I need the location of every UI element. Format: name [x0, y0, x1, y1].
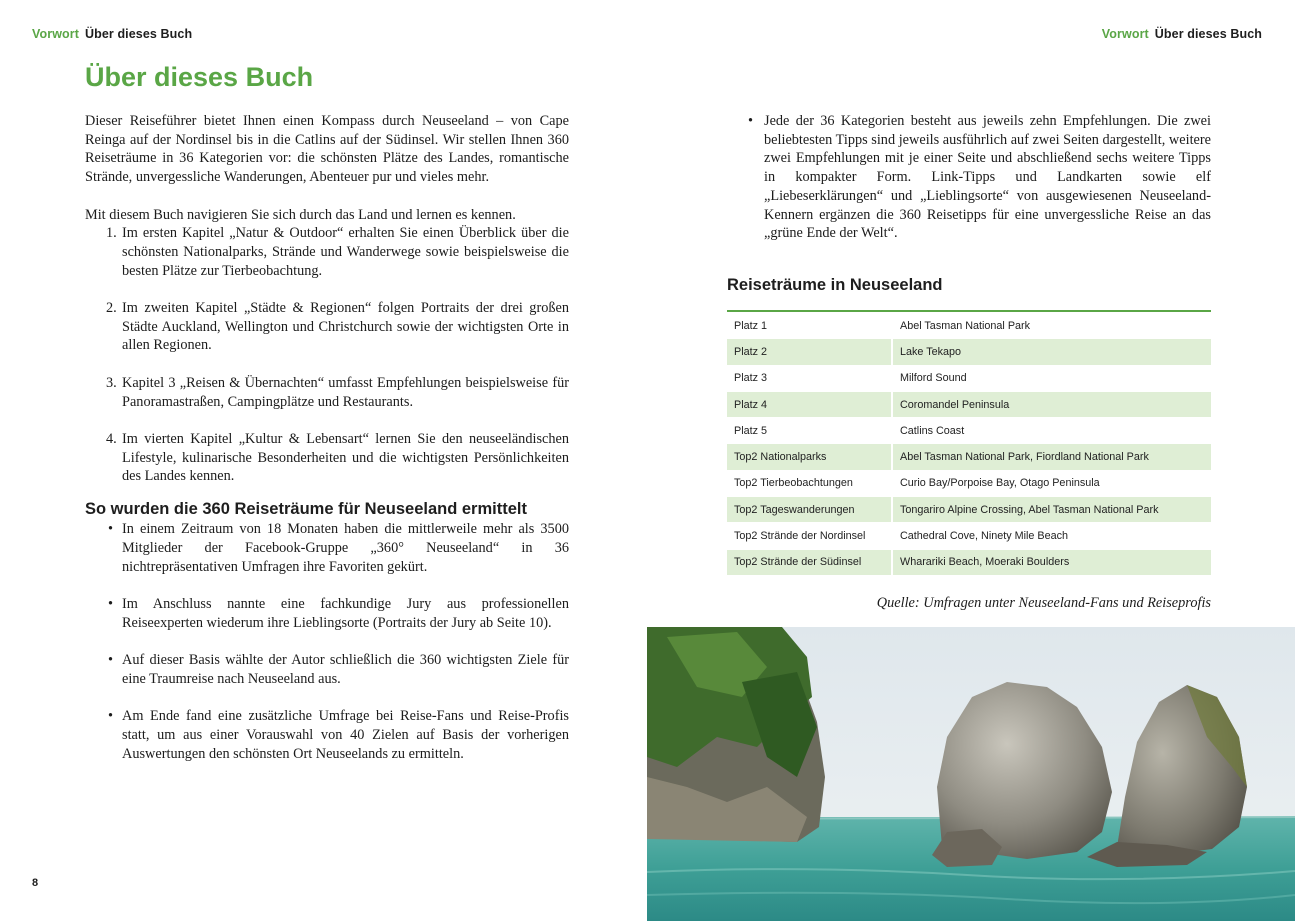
list-item [85, 520, 569, 576]
table-cell-label: Top2 Tierbeobachtungen [727, 471, 893, 497]
table-row [727, 339, 1211, 365]
table-row [727, 392, 1211, 418]
list-item [85, 374, 569, 411]
table-source-caption: Quelle: Umfragen unter Neuseeland-Fans und Reiseprofis [876, 595, 1211, 611]
table-cell-label: Top2 Nationalparks [727, 444, 893, 470]
list-number: 1. [106, 225, 117, 242]
list-item-text: In einem Zeitraum von 18 Monaten haben die mittlerweile mehr als 3500 Mitglieder der Facebook-Gruppe „360° Neuseeland“ in 36 nichtrepräsentativen Umfragen ihre Favoriten gekürt. [122, 521, 569, 575]
bullet-icon: • [108, 652, 114, 669]
intro-paragraph: Dieser Reiseführer bietet Ihnen einen Kompass durch Neuseeland – von Cape Reinga auf der Nordinsel bis in die Catlins auf der Südinsel. Wir stellen Ihnen 360 Reiseträume in 36 Kategorien vor: die schönsten Plätze des Landes, romantische Strände, unvergessliche Wanderungen, Abenteuer pur und vieles mehr. [85, 113, 569, 186]
photo-illustration [647, 627, 1295, 921]
table-cell-value: Abel Tasman National Park, Fiordland National Park [893, 444, 1211, 470]
table-row [727, 497, 1211, 523]
table-cell-value: Wharariki Beach, Moeraki Boulders [893, 550, 1211, 576]
table-cell-value: Curio Bay/Porpoise Bay, Otago Peninsula [893, 471, 1211, 497]
running-header-right [1102, 27, 1262, 41]
list-item-text: Jede der 36 Kategorien besteht aus jeweils zehn Empfehlungen. Die zwei beliebtesten Tipps sind jeweils ausführlich auf zwei Seiten dargestellt, weitere zwei Empfehlungen mit je einer Seite und abschließend sechs weitere Tipps in kompakter Form. Link-Tipps und Landkarten sowie elf „Liebeserklärungen“ und „Lieblingsorte“ von ausgewiesenen Neuseeland-Kennern ergänzen die 360 Reisetipps für eine unvergessliche Reise an das „grüne Ende der Welt“. [764, 113, 1211, 242]
table-cell-value: Tongariro Alpine Crossing, Abel Tasman National Park [893, 497, 1211, 523]
split-apple-rock-photo [647, 627, 1295, 921]
header-title: Über dieses Buch [1154, 27, 1262, 41]
bullet-icon: • [108, 521, 114, 538]
header-title: Über dieses Buch [85, 27, 193, 41]
table-row [727, 523, 1211, 549]
table-cell-label: Top2 Tageswanderungen [727, 497, 893, 523]
table-cell-label: Platz 5 [727, 418, 893, 444]
page-title: Über dieses Buch [85, 62, 314, 92]
table-cell-label: Top2 Strände der Nordinsel [727, 523, 893, 549]
header-section: Vorwort [32, 27, 79, 41]
table-cell-value: Milford Sound [893, 366, 1211, 392]
intro-paragraph: Mit diesem Buch navigieren Sie sich durch das Land und lernen es kennen. [85, 206, 516, 223]
list-item [85, 430, 569, 486]
header-section: Vorwort [1101, 27, 1149, 41]
table-row [727, 366, 1211, 392]
list-item-text: Am Ende fand eine zusätzliche Umfrage bei Reise-Fans und Reise-Profis statt, um aus einer Vorauswahl von 40 Zielen auf Basis der vorherigen Auswertungen den schönsten Ort Neuseelands zu ermitteln. [122, 708, 569, 762]
list-number: 2. [106, 300, 117, 316]
right-column [727, 112, 1211, 243]
list-number: 3. [106, 374, 117, 391]
table-title: Reiseträume in Neuseeland [727, 276, 943, 294]
list-item-text: Im ersten Kapitel „Natur & Outdoor“ erhalten Sie einen Überblick über die schönsten Nationalparks, Strände und Wanderwege sowie beispielsweise die besten Plätze zur Tierbeobachtung. [122, 225, 569, 279]
bullet-icon: • [748, 113, 754, 129]
table-cell-label: Platz 1 [727, 313, 893, 339]
table-cell-value: Catlins Coast [893, 418, 1211, 444]
section-heading: So wurden die 360 Reiseträume für Neuseeland ermittelt [85, 499, 527, 518]
table-row [727, 444, 1211, 470]
method-list [85, 520, 569, 763]
chapter-list [85, 224, 569, 486]
list-item-text: Kapitel 3 „Reisen & Übernachten“ umfasst Empfehlungen beispielsweise für Panoramastraßen, Campingplätze und Restaurants. [122, 374, 569, 410]
table-row [727, 550, 1211, 576]
table-cell-label: Platz 2 [727, 339, 893, 365]
table-row [727, 313, 1211, 339]
page-number: 8 [32, 877, 39, 889]
bullet-icon: • [108, 595, 114, 612]
list-item [727, 112, 1211, 243]
list-item-text: Im zweiten Kapitel „Städte & Regionen“ folgen Portraits der drei großen Städte Auckland, Wellington und Christchurch sowie der wichtigsten Orte in allen Regionen. [122, 300, 569, 354]
table-cell-value: Abel Tasman National Park [893, 313, 1211, 339]
list-item [85, 224, 569, 280]
table-cell-value: Lake Tekapo [893, 339, 1211, 365]
list-number: 4. [106, 430, 117, 447]
table-rule [727, 310, 1211, 312]
table-cell-label: Platz 3 [727, 366, 893, 392]
list-item-text: Auf dieser Basis wählte der Autor schließlich die 360 wichtigsten Ziele für eine Traumreise nach Neuseeland aus. [122, 652, 569, 687]
table-cell-value: Coromandel Peninsula [893, 392, 1211, 418]
list-item-text: Im Anschluss nannte eine fachkundige Jury aus professionellen Reiseexperten wiederum ihre Lieblingsorte (Portraits der Jury ab Seite 10). [122, 595, 569, 631]
bullet-icon: • [108, 708, 114, 725]
list-item [85, 651, 569, 688]
table-cell-value: Cathedral Cove, Ninety Mile Beach [893, 523, 1211, 549]
table-row [727, 418, 1211, 444]
table-cell-label: Platz 4 [727, 392, 893, 418]
list-item-text: Im vierten Kapitel „Kultur & Lebensart“ lernen Sie den neuseeländischen Lifestyle, kulinarische Besonderheiten und die wichtigsten Persönlichkeiten des Landes kennen. [122, 430, 569, 485]
table-cell-label: Top2 Strände der Südinsel [727, 550, 893, 576]
left-column [85, 112, 569, 782]
list-item [85, 299, 569, 355]
running-header-left [32, 27, 192, 41]
table-row [727, 471, 1211, 497]
ranking-table [727, 313, 1211, 576]
list-item [85, 595, 569, 632]
list-item [85, 707, 569, 763]
